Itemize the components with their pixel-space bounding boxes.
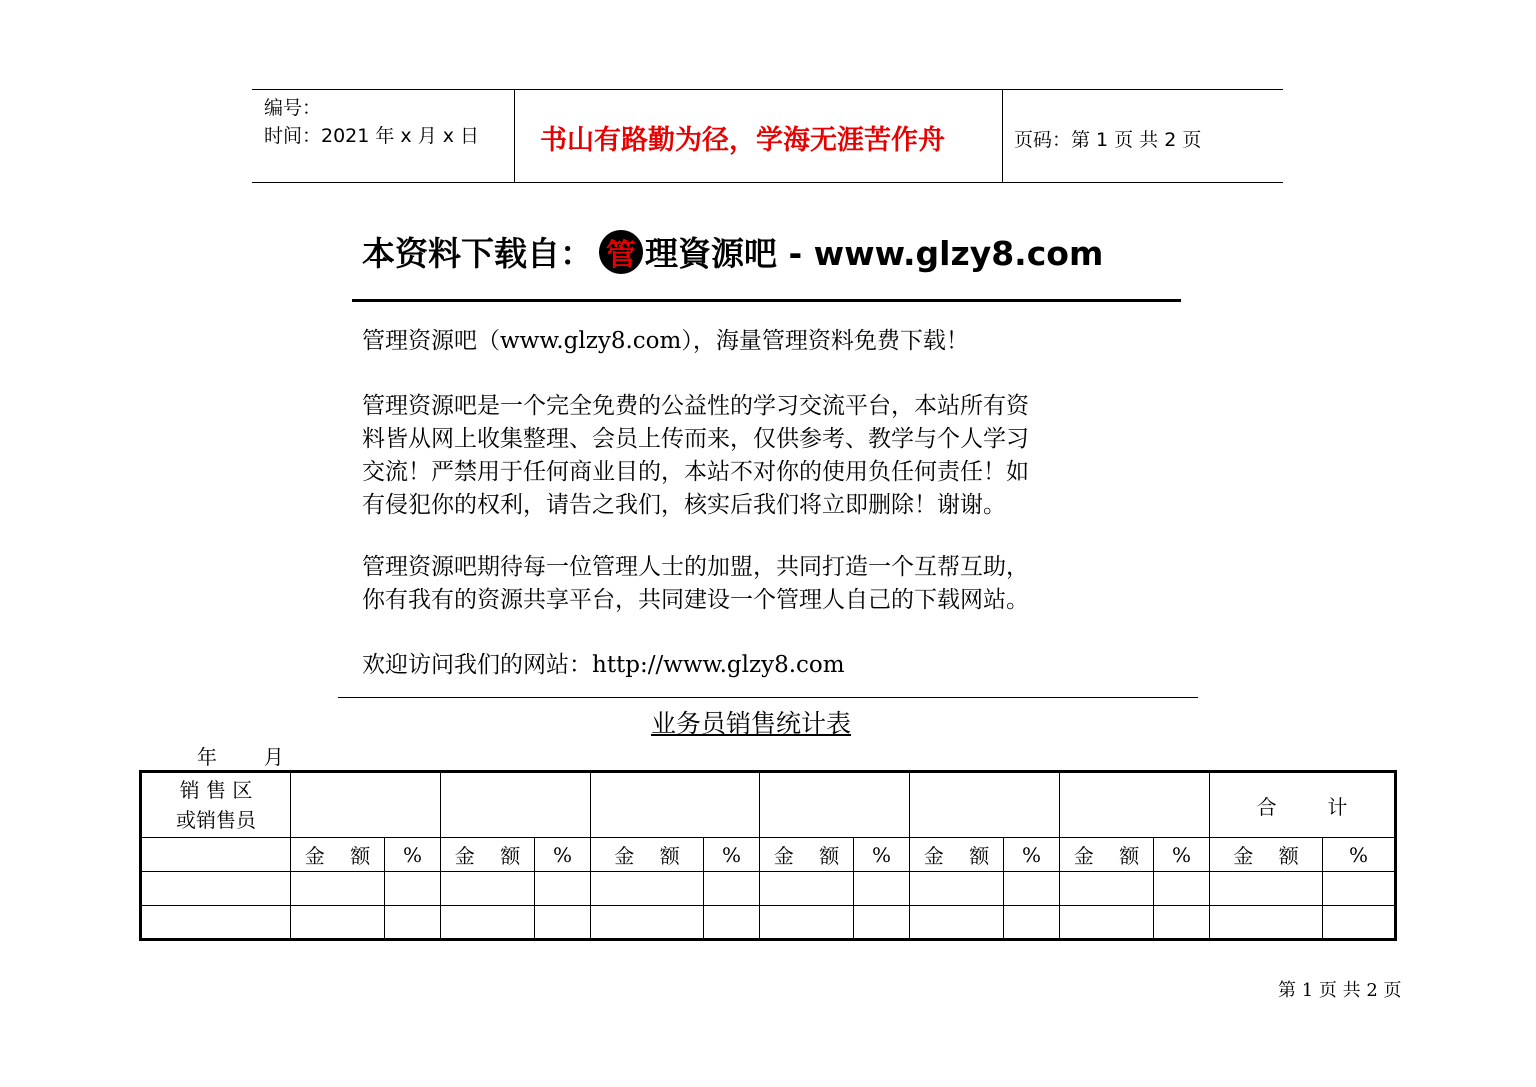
report-date <box>197 741 284 770</box>
table-cell[interactable] <box>591 906 704 940</box>
table-cell[interactable] <box>441 906 535 940</box>
banner-paragraph-3 <box>362 551 1029 617</box>
group-header-cell <box>441 772 591 838</box>
report-date-year: 年 <box>197 745 217 769</box>
table-cell[interactable] <box>1210 872 1323 906</box>
table-cell[interactable] <box>1004 906 1060 940</box>
percent-header: % <box>1004 838 1060 872</box>
report-date-month: 月 <box>263 745 284 769</box>
percent-header: % <box>854 838 910 872</box>
sales-stat-table <box>139 770 1397 941</box>
table-cell[interactable] <box>760 872 854 906</box>
table-row <box>141 872 1396 906</box>
amount-header: 金 额 <box>441 838 535 872</box>
paragraph-line: 交流！严禁用于任何商业目的，本站不对你的使用负任何责任！如 <box>362 459 1029 485</box>
logo-icon: 管 <box>599 230 643 274</box>
amount-header: 金 额 <box>591 838 704 872</box>
table-cell[interactable] <box>385 906 441 940</box>
table-cell[interactable] <box>291 872 385 906</box>
paragraph-line: 管理资源吧是一个完全免费的公益性的学习交流平台，本站所有资 <box>362 393 1029 419</box>
header-page-info: 页码：第 1 页 共 2 页 <box>1014 129 1202 151</box>
percent-header: % <box>385 838 441 872</box>
banner-visit-link[interactable]: 欢迎访问我们的网站：http://www.glzy8.com <box>362 652 845 678</box>
header-top-rule <box>252 89 1283 90</box>
table-row <box>141 906 1396 940</box>
table-cell <box>141 838 291 872</box>
table-cell[interactable] <box>1004 872 1060 906</box>
amount-header: 金 额 <box>1210 838 1323 872</box>
banner-paragraph-2 <box>362 390 1029 522</box>
table-cell[interactable] <box>1323 872 1396 906</box>
header-motto: 书山有路勤为径，学海无涯苦作舟 <box>540 125 945 156</box>
group-header-cell <box>591 772 760 838</box>
amount-header: 金 额 <box>760 838 854 872</box>
region-header-line2: 或销售员 <box>176 808 256 832</box>
table-cell[interactable] <box>1154 872 1210 906</box>
paragraph-line: 管理资源吧期待每一位管理人士的加盟，共同打造一个互帮互助， <box>362 554 1029 580</box>
table-cell[interactable] <box>441 872 535 906</box>
table-cell[interactable] <box>291 906 385 940</box>
table-cell[interactable] <box>1060 906 1154 940</box>
region-header-cell <box>141 772 291 838</box>
group-header-cell <box>291 772 441 838</box>
report-title: 业务员销售统计表 <box>651 709 852 738</box>
table-cell[interactable] <box>1154 906 1210 940</box>
banner-title-suffix: 理資源吧 - www.glzy8.com <box>645 234 1104 273</box>
table-cell[interactable] <box>910 906 1004 940</box>
percent-header: % <box>535 838 591 872</box>
table-cell[interactable] <box>854 906 910 940</box>
banner-bottom-rule <box>338 697 1198 698</box>
table-cell[interactable] <box>1060 872 1154 906</box>
total-header-cell: 合 计 <box>1210 772 1396 838</box>
table-cell[interactable] <box>591 872 704 906</box>
table-cell[interactable] <box>141 906 291 940</box>
table-cell[interactable] <box>704 872 760 906</box>
header-bottom-rule <box>252 182 1283 183</box>
banner-title <box>362 228 1103 275</box>
document-number-label: 编号： <box>264 97 322 119</box>
banner-rule <box>352 299 1181 302</box>
table-cell[interactable] <box>910 872 1004 906</box>
paragraph-line: 你有我有的资源共享平台，共同建设一个管理人自己的下载网站。 <box>362 587 1029 613</box>
banner-title-prefix: 本资料下载自： <box>362 234 593 273</box>
table-cell[interactable] <box>760 906 854 940</box>
footer-page-number: 第 1 页 共 2 页 <box>1278 980 1402 1001</box>
table-cell[interactable] <box>854 872 910 906</box>
table-cell[interactable] <box>1323 906 1396 940</box>
percent-header: % <box>1154 838 1210 872</box>
table-cell[interactable] <box>535 906 591 940</box>
table-cell[interactable] <box>535 872 591 906</box>
table-cell[interactable] <box>704 906 760 940</box>
paragraph-line: 有侵犯你的权利，请告之我们，核实后我们将立即删除！谢谢。 <box>362 492 1006 518</box>
table-cell[interactable] <box>1210 906 1323 940</box>
group-header-cell <box>1060 772 1210 838</box>
paragraph-line: 料皆从网上收集整理、会员上传而来，仅供参考、教学与个人学习 <box>362 426 1029 452</box>
banner-intro-line: 管理资源吧（www.glzy8.com），海量管理资料免费下载！ <box>362 328 969 354</box>
group-header-cell <box>760 772 910 838</box>
amount-header: 金 额 <box>291 838 385 872</box>
table-cell[interactable] <box>385 872 441 906</box>
amount-header: 金 额 <box>910 838 1004 872</box>
percent-header: % <box>1323 838 1396 872</box>
header-divider-left <box>514 89 515 183</box>
amount-header: 金 额 <box>1060 838 1154 872</box>
region-header-line1: 销 售 区 <box>179 778 253 802</box>
group-header-cell <box>910 772 1060 838</box>
percent-header: % <box>704 838 760 872</box>
document-time-label: 时间：2021 年 x 月 x 日 <box>264 125 480 147</box>
table-cell[interactable] <box>141 872 291 906</box>
header-divider-right <box>1002 89 1003 183</box>
